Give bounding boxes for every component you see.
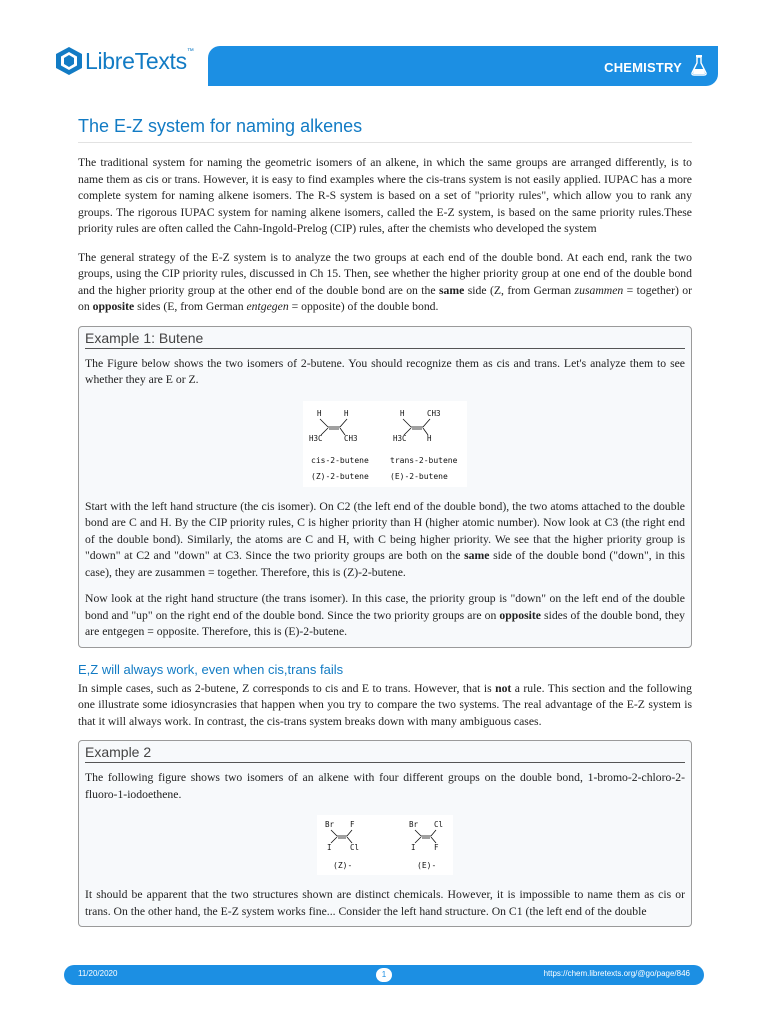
z-bottom-right-atom: Cl (350, 843, 360, 852)
example-2-paragraph-1: The following figure shows two isomers of an alkene with four different groups on the double bond, 1-bromo-2-chloro-2-fluoro-1-iodoethene. (85, 771, 685, 801)
example-1-title: Example 1: Butene (85, 327, 685, 349)
logo-wordmark: LibreTexts™ (85, 47, 194, 74)
cis-bottom-right-group: CH3 (344, 433, 358, 443)
z-top-left-atom: Br (325, 820, 335, 829)
z-isomer-caption: (Z)- (333, 861, 353, 870)
cis-ez-caption: (Z)-2-butene (311, 471, 369, 481)
trans-ez-caption: (E)-2-butene (390, 471, 448, 481)
example-1-paragraph-1: The Figure below shows the two isomers of 2-butene. You should recognize them as cis and trans. Let's analyze them to see whether they are E or Z. (85, 356, 685, 386)
cis-top-left-atom: H (317, 408, 322, 418)
trans-top-left-atom: H (400, 408, 405, 418)
intro-paragraph-1: The traditional system for naming the geometric isomers of an alkene, in which the same groups are arranged differently, is to name them as cis or trans. However, it is easy to find examples where the cis-trans system is not easily applied. IUPAC has a more complete system for naming alkene isomers. The R-S system is based on a set of "priority rules", which allow you to rank any groups. The rigorous IUPAC system for naming alkene isomers, called the E-Z system, is based on the same priority rules.These priority rules are often called the Cahn-Ingold-Prelog (CIP) rules, after the chemists who developed the system (78, 156, 692, 235)
e-top-right-atom: Cl (434, 820, 444, 829)
libretexts-logo-icon (55, 46, 83, 76)
footer-url-link[interactable]: https://chem.libretexts.org/@go/page/846 (543, 969, 690, 978)
trans-bottom-left-group: H3C (393, 433, 407, 443)
example-2-paragraph-2: It should be apparent that the two structures shown are distinct chemicals. However, it is impossible to name them as cis or trans. On the other hand, the E-Z system works fine... Consider the left hand structure. On C1 (the left end of the double (85, 888, 685, 918)
page-number: 1 (376, 968, 392, 982)
subject-banner (208, 46, 718, 86)
example-1-box (78, 326, 692, 648)
section-heading-ez-works: E,Z will always work, even when cis,trans fails (78, 661, 344, 677)
cis-bottom-left-group: H3C (309, 433, 323, 443)
example-1-paragraph-3: Now look at the right hand structure (the trans isomer). In this case, the priority group is "down" on the left end of the double bond and "up" on the right end of the double bond. Since the two priority groups are on opposite sides of the double bond, they are entgegen = opposite. Therefore, this is (E)-2-butene. (85, 592, 685, 638)
page-title: The E-Z system for naming alkenes (78, 110, 692, 143)
section-2-paragraph: In simple cases, such as 2-butene, Z corresponds to cis and E to trans. However, that is not a rule. This section and the following one illustrate some idiosyncrasies that happen when you try to compare the two systems. The real advantage of the E-Z system is that it will always work. In contrast, the cis-trans system breaks down with many ambiguous cases. (78, 681, 692, 728)
example-1-paragraph-2: Start with the left hand structure (the cis isomer). On C2 (the left end of the double bond), the two atoms attached to the double bond are C and H. By the CIP priority rules, C is higher priority than H (higher atomic number). Now look at C3 (the right end of the double bond). Similarly, the atoms are C and H, with C being higher priority. We see that the higher priority group is "down" at C2 and "down" at C3. Since the two priority groups are both on the same side of the double bond ("down", in this case), they are zusammen = together. Therefore, this is (Z)-2-butene. (85, 499, 685, 579)
cis-top-right-atom: H (344, 408, 349, 418)
page-header (0, 0, 768, 100)
butene-isomers-figure (303, 401, 467, 487)
haloethene-isomers-figure (317, 815, 453, 875)
main-content (78, 110, 692, 927)
subject-label[interactable]: CHEMISTRY (604, 60, 682, 75)
e-bottom-left-atom: I (411, 843, 416, 852)
e-bottom-right-atom: F (434, 843, 439, 852)
example-2-title: Example 2 (85, 741, 685, 763)
z-top-right-atom: F (350, 820, 355, 829)
page-footer (64, 965, 704, 985)
example-2-box (78, 740, 692, 927)
z-bottom-left-atom: I (327, 843, 332, 852)
libretexts-logo[interactable] (55, 46, 194, 76)
e-top-left-atom: Br (409, 820, 419, 829)
flask-icon (690, 54, 708, 76)
trans-bottom-right-atom: H (427, 433, 432, 443)
footer-date: 11/20/2020 (78, 969, 118, 978)
e-isomer-caption: (E)- (417, 861, 437, 870)
trans-name-caption: trans-2-butene (390, 455, 458, 465)
cis-name-caption: cis-2-butene (311, 455, 369, 465)
intro-paragraph-2: The general strategy of the E-Z system is to analyze the two groups at each end of the double bond. At each end, rank the two groups, using the CIP priority rules, discussed in Ch 15. Then, see whether the higher priority group at one end of the double bond and the higher priority group at the other end of the double bond are on the same side (Z, from German zusammen = together) or on opposite sides (E, from German entgegen = opposite) of the double bond. (78, 250, 693, 313)
trans-top-right-group: CH3 (427, 408, 441, 418)
